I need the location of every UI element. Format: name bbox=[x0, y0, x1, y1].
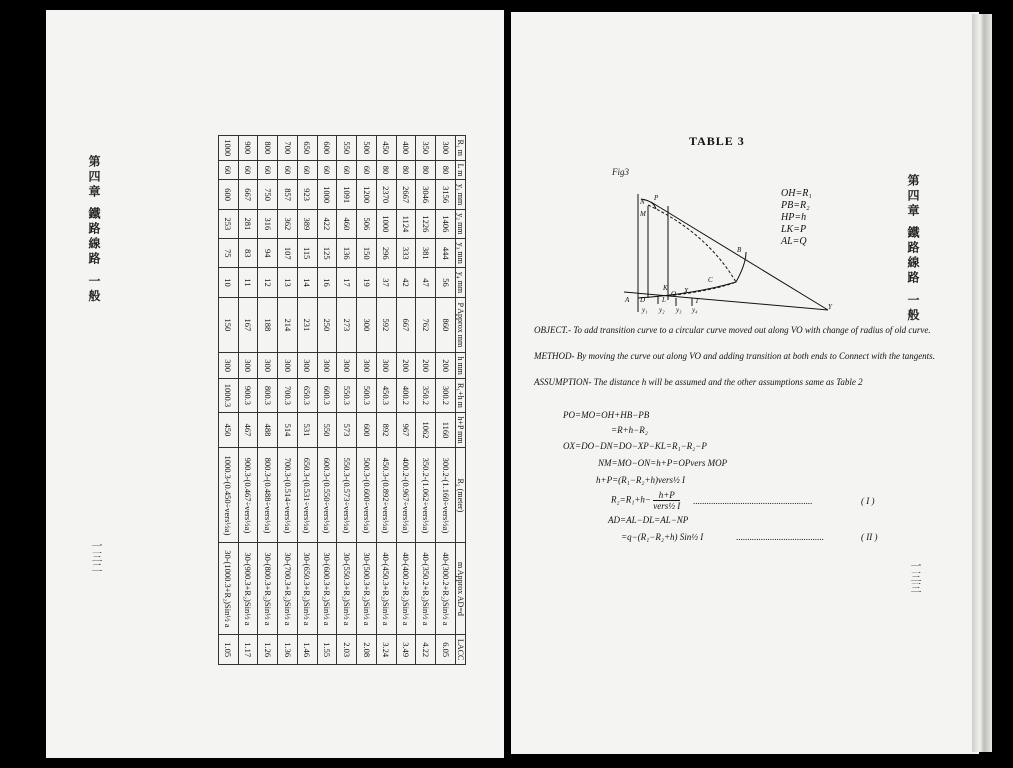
table-cell: 40-(450.3+R₂)Sin½ a bbox=[377, 543, 397, 635]
radius-table bbox=[218, 135, 466, 665]
table-cell: 3156 bbox=[436, 180, 456, 209]
legend-item: HP=h bbox=[781, 212, 807, 223]
table-cell: 467 bbox=[238, 412, 258, 448]
table-cell: 40-(400.2+R₂)Sin½ a bbox=[396, 543, 416, 635]
right-page-number: 一三三 bbox=[909, 560, 922, 593]
table-cell: 13 bbox=[278, 268, 298, 297]
table-cell: 1000 bbox=[317, 180, 337, 209]
table-cell: 94 bbox=[258, 239, 278, 268]
table-cell: 37 bbox=[377, 268, 397, 297]
table-cell: 16 bbox=[317, 268, 337, 297]
table-row bbox=[298, 136, 318, 665]
table-cell: 450.3-(0.892÷vers½a) bbox=[377, 448, 397, 543]
table-cell: 30-(900.3+R₂)Sin½ a bbox=[238, 543, 258, 635]
label-y3: y₃ bbox=[676, 306, 682, 314]
column-header: R₂ (meter) bbox=[456, 448, 466, 543]
table-cell: 1.05 bbox=[219, 635, 239, 665]
table-cell: 333 bbox=[396, 239, 416, 268]
table-row bbox=[357, 136, 377, 665]
table-cell: 500.3-(0.600÷vers½a) bbox=[357, 448, 377, 543]
table-cell: 60 bbox=[337, 160, 357, 180]
column-header: y₂ mm bbox=[456, 209, 466, 238]
table-cell: 253 bbox=[219, 209, 239, 238]
right-side-heading: 第四章 鐵路線路 一般 bbox=[906, 174, 920, 324]
table-cell: 650.3 bbox=[298, 379, 318, 412]
table-cell: 900.3 bbox=[238, 379, 258, 412]
table-cell: 667 bbox=[238, 180, 258, 209]
table-cell: 300 bbox=[436, 136, 456, 161]
table-cell: 2370 bbox=[377, 180, 397, 209]
table-cell: 2667 bbox=[396, 180, 416, 209]
table-cell: 1406 bbox=[436, 209, 456, 238]
column-header: h+P mm bbox=[456, 412, 466, 448]
table-cell: 300 bbox=[377, 353, 397, 379]
table-cell: 60 bbox=[317, 160, 337, 180]
left-page-number: 一三二 bbox=[90, 540, 103, 573]
tangent-line bbox=[624, 292, 828, 310]
table-cell: 4.22 bbox=[416, 635, 436, 665]
table-cell: 80 bbox=[396, 160, 416, 180]
label-a: A bbox=[625, 296, 630, 304]
right-page bbox=[511, 12, 979, 754]
figure-label: Fig3 bbox=[612, 167, 629, 177]
label-x: X bbox=[684, 287, 689, 295]
table-cell: 136 bbox=[337, 239, 357, 268]
table-cell: 60 bbox=[357, 160, 377, 180]
table-cell: 400.2 bbox=[396, 379, 416, 412]
equation-1: PO=MO=OH+HB−PB bbox=[563, 410, 650, 420]
table-cell: 300 bbox=[238, 353, 258, 379]
table-cell: 600 bbox=[357, 412, 377, 448]
equation-7: AD=AL−DL=AL−NP bbox=[608, 515, 689, 525]
table-row bbox=[337, 136, 357, 665]
table-cell: 47 bbox=[416, 268, 436, 297]
table-cell: 892 bbox=[377, 412, 397, 448]
equation-5: h+P=(R₁−R₂+h)vers½ I bbox=[596, 475, 686, 485]
table-cell: 296 bbox=[377, 239, 397, 268]
table-cell: 600 bbox=[317, 136, 337, 161]
table-cell: 592 bbox=[377, 297, 397, 352]
new-curve bbox=[638, 252, 746, 298]
table-cell: 300 bbox=[337, 353, 357, 379]
table-row bbox=[219, 136, 239, 665]
table-cell: 300 bbox=[219, 353, 239, 379]
table-body bbox=[219, 136, 456, 665]
equation-6-numerator: h+P bbox=[653, 490, 680, 501]
table-row bbox=[377, 136, 397, 665]
table-cell: 40-(300.2+R₂)Sin½ a bbox=[436, 543, 456, 635]
table-cell: 900.3-(0.467÷vers½a) bbox=[238, 448, 258, 543]
table-cell: 30-(650.3+R₂)Sin½ a bbox=[298, 543, 318, 635]
column-header: R₁ m bbox=[456, 136, 466, 161]
table-cell: 200 bbox=[396, 353, 416, 379]
table-row bbox=[258, 136, 278, 665]
radius-table-wrapper bbox=[218, 135, 466, 665]
table-cell: 60 bbox=[298, 160, 318, 180]
table-cell: 40-(350.2+R₂)Sin½ a bbox=[416, 543, 436, 635]
label-y: Y bbox=[828, 303, 832, 311]
label-y2: y₂ bbox=[659, 306, 665, 314]
table-cell: 60 bbox=[219, 160, 239, 180]
table-header-row bbox=[456, 136, 466, 665]
table-cell: 11 bbox=[238, 268, 258, 297]
table-cell: 2.03 bbox=[337, 635, 357, 665]
table-cell: 1000.3 bbox=[219, 379, 239, 412]
table-cell: 350.2 bbox=[416, 379, 436, 412]
table-title: TABLE 3 bbox=[689, 134, 745, 148]
table-cell: 6.05 bbox=[436, 635, 456, 665]
table-cell: 444 bbox=[436, 239, 456, 268]
table-cell: 800.3-(0.488÷vers½a) bbox=[258, 448, 278, 543]
table-cell: 300 bbox=[357, 297, 377, 352]
column-header: h mm bbox=[456, 353, 466, 379]
label-b: B bbox=[737, 246, 742, 254]
table-cell: 200 bbox=[436, 353, 456, 379]
table-cell: 514 bbox=[278, 412, 298, 448]
table-cell: 60 bbox=[238, 160, 258, 180]
table-cell: 14 bbox=[298, 268, 318, 297]
table-cell: 350 bbox=[416, 136, 436, 161]
table-row bbox=[317, 136, 337, 665]
label-m: M bbox=[640, 210, 646, 218]
legend-item: AL=Q bbox=[781, 236, 807, 247]
table-cell: 1000 bbox=[377, 209, 397, 238]
table-cell: 3.24 bbox=[377, 635, 397, 665]
table-cell: 381 bbox=[416, 239, 436, 268]
table-cell: 316 bbox=[258, 209, 278, 238]
table-cell: 300 bbox=[357, 353, 377, 379]
label-d: D bbox=[640, 296, 646, 304]
table-cell: 3046 bbox=[416, 180, 436, 209]
label-y4: y₄ bbox=[692, 306, 698, 314]
equation-8-tag: ( II ) bbox=[861, 532, 878, 542]
table-cell: 30-(700.3+R₂)Sin½ a bbox=[278, 543, 298, 635]
table-cell: 1.17 bbox=[238, 635, 258, 665]
equation-6-leader: ..................................................... bbox=[693, 496, 813, 506]
table-cell: 500 bbox=[357, 136, 377, 161]
table-cell: 800.3 bbox=[258, 379, 278, 412]
column-header: L m bbox=[456, 160, 466, 180]
table-cell: 350.2-(1.062÷vers½a) bbox=[416, 448, 436, 543]
table-cell: 2.08 bbox=[357, 635, 377, 665]
table-cell: 1226 bbox=[416, 209, 436, 238]
equation-6-denominator: vers½ I bbox=[653, 501, 681, 511]
table-cell: 506 bbox=[357, 209, 377, 238]
table-cell: 1.55 bbox=[317, 635, 337, 665]
table-cell: 573 bbox=[337, 412, 357, 448]
table-cell: 600.3 bbox=[317, 379, 337, 412]
table-cell: 281 bbox=[238, 209, 258, 238]
table-cell: 550.3 bbox=[337, 379, 357, 412]
table-cell: 460 bbox=[337, 209, 357, 238]
assumption-paragraph: ASSUMPTION- The distance h will be assumed and the other assumptions same as Table 2 bbox=[534, 377, 863, 387]
table-row bbox=[416, 136, 436, 665]
table-cell: 450 bbox=[219, 412, 239, 448]
table-cell: 56 bbox=[436, 268, 456, 297]
transition-curve-diagram bbox=[596, 172, 931, 322]
table-cell: 1091 bbox=[337, 180, 357, 209]
diagram-legend bbox=[781, 188, 812, 248]
book-edge bbox=[972, 14, 992, 752]
table-cell: 30-(600.3+R₂)Sin½ a bbox=[317, 543, 337, 635]
label-n: N bbox=[640, 198, 645, 206]
table-cell: 250 bbox=[317, 297, 337, 352]
table-cell: 762 bbox=[416, 297, 436, 352]
table-cell: 300 bbox=[298, 353, 318, 379]
table-cell: 700.3-(0.514÷vers½a) bbox=[278, 448, 298, 543]
column-header: y₄ mm bbox=[456, 268, 466, 297]
label-y1: y₁ bbox=[642, 306, 648, 314]
old-curve bbox=[648, 205, 736, 296]
equation-2: =R+h−R₂ bbox=[611, 425, 648, 435]
label-o: O bbox=[671, 290, 677, 298]
table-cell: 300.2 bbox=[436, 379, 456, 412]
table-cell: 400 bbox=[396, 136, 416, 161]
table-cell: 231 bbox=[298, 297, 318, 352]
table-row bbox=[436, 136, 456, 665]
table-cell: 42 bbox=[396, 268, 416, 297]
label-k: K bbox=[663, 284, 668, 292]
table-cell: 3.49 bbox=[396, 635, 416, 665]
table-cell: 650.3-(0.531÷vers½a) bbox=[298, 448, 318, 543]
table-cell: 967 bbox=[396, 412, 416, 448]
equation-3: OX=DO−DN=DO−XP−KL=R₁−R₂−P bbox=[563, 441, 707, 451]
legend-item: PB=R₂ bbox=[781, 200, 810, 211]
table-cell: 17 bbox=[337, 268, 357, 297]
table-cell: 80 bbox=[377, 160, 397, 180]
table-row bbox=[278, 136, 298, 665]
table-cell: 450.3 bbox=[377, 379, 397, 412]
left-side-heading: 第四章 鐵路線路 一般 bbox=[87, 155, 101, 305]
equation-4: NM=MO−ON=h+P=OPvers MOP bbox=[598, 458, 728, 468]
table-cell: 1.26 bbox=[258, 635, 278, 665]
table-cell: 650 bbox=[298, 136, 318, 161]
table-cell: 1200 bbox=[357, 180, 377, 209]
table-row bbox=[396, 136, 416, 665]
table-cell: 214 bbox=[278, 297, 298, 352]
table-cell: 600 bbox=[219, 180, 239, 209]
table-cell: 531 bbox=[298, 412, 318, 448]
table-cell: 30-(500.3+R₂)Sin½ a bbox=[357, 543, 377, 635]
table-cell: 389 bbox=[298, 209, 318, 238]
table-cell: 923 bbox=[298, 180, 318, 209]
table-row bbox=[238, 136, 258, 665]
legend-item: LK=P bbox=[781, 224, 807, 235]
table-cell: 60 bbox=[278, 160, 298, 180]
table-cell: 500.3 bbox=[357, 379, 377, 412]
table-cell: 60 bbox=[258, 160, 278, 180]
table-cell: 150 bbox=[219, 297, 239, 352]
table-cell: 300 bbox=[258, 353, 278, 379]
table-cell: 150 bbox=[357, 239, 377, 268]
table-cell: 167 bbox=[238, 297, 258, 352]
table-cell: 300 bbox=[278, 353, 298, 379]
table-cell: 75 bbox=[219, 239, 239, 268]
table-cell: 1000 bbox=[219, 136, 239, 161]
table-cell: 857 bbox=[278, 180, 298, 209]
label-p: P bbox=[654, 194, 659, 202]
table-cell: 300 bbox=[317, 353, 337, 379]
equation-8-leader: ....................................... bbox=[736, 532, 824, 542]
label-t: T bbox=[695, 297, 699, 305]
label-l: L bbox=[662, 296, 666, 304]
table-cell: 550 bbox=[317, 412, 337, 448]
table-cell: 600.3-(0.550÷vers½a) bbox=[317, 448, 337, 543]
equation-6-tag: ( I ) bbox=[861, 496, 875, 506]
table-cell: 1124 bbox=[396, 209, 416, 238]
table-cell: 400.2-(0.967÷vers½a) bbox=[396, 448, 416, 543]
column-header: R₁+h m bbox=[456, 379, 466, 412]
table-cell: 107 bbox=[278, 239, 298, 268]
table-cell: 700.3 bbox=[278, 379, 298, 412]
table-cell: 80 bbox=[436, 160, 456, 180]
table-cell: 273 bbox=[337, 297, 357, 352]
table-cell: 550 bbox=[337, 136, 357, 161]
table-cell: 300.2-(1.160÷vers½a) bbox=[436, 448, 456, 543]
table-cell: 30-(550.3+R₂)Sin½ a bbox=[337, 543, 357, 635]
column-header: P Approx mm bbox=[456, 297, 466, 352]
column-header: LACC bbox=[456, 635, 466, 665]
table-cell: 450 bbox=[377, 136, 397, 161]
legend-item: OH=R₁ bbox=[781, 188, 812, 199]
table-cell: 115 bbox=[298, 239, 318, 268]
table-cell: 12 bbox=[258, 268, 278, 297]
table-cell: 860 bbox=[436, 297, 456, 352]
table-cell: 700 bbox=[278, 136, 298, 161]
table-cell: 125 bbox=[317, 239, 337, 268]
object-paragraph: OBJECT.- To add transition curve to a circular curve moved out along VO with change of radius of old curve. bbox=[534, 325, 931, 335]
table-cell: 30-(1000.3+R₂)Sin½ a bbox=[219, 543, 239, 635]
table-cell: 488 bbox=[258, 412, 278, 448]
table-cell: 80 bbox=[416, 160, 436, 180]
table-cell: 83 bbox=[238, 239, 258, 268]
table-cell: 19 bbox=[357, 268, 377, 297]
left-page bbox=[46, 10, 504, 758]
table-cell: 1160 bbox=[436, 412, 456, 448]
table-cell: 188 bbox=[258, 297, 278, 352]
table-cell: 900 bbox=[238, 136, 258, 161]
table-cell: 1.46 bbox=[298, 635, 318, 665]
label-c: C bbox=[708, 276, 713, 284]
equation-6 bbox=[611, 490, 680, 511]
column-header: y₁ mm bbox=[456, 180, 466, 209]
table-cell: 1.36 bbox=[278, 635, 298, 665]
table-cell: 362 bbox=[278, 209, 298, 238]
method-paragraph: METHOD- By moving the curve out along VO and adding transition at both ends to Connect with the tangents. bbox=[534, 351, 935, 361]
equation-6-lhs: R₂=R₁+h− bbox=[611, 494, 651, 505]
table-cell: 200 bbox=[416, 353, 436, 379]
table-cell: 1000.3-(0.450÷vers½a) bbox=[219, 448, 239, 543]
table-cell: 550.3-(0.573÷vers½a) bbox=[337, 448, 357, 543]
equation-8: =q−(R₁−R₂+h) Sin½ I bbox=[621, 532, 704, 542]
column-header: y₃ mm bbox=[456, 239, 466, 268]
table-cell: 667 bbox=[396, 297, 416, 352]
table-cell: 1062 bbox=[416, 412, 436, 448]
column-header: m Approx AD=d bbox=[456, 543, 466, 635]
table-cell: 10 bbox=[219, 268, 239, 297]
table-cell: 800 bbox=[258, 136, 278, 161]
table-cell: 30-(800.3+R₂)Sin½ a bbox=[258, 543, 278, 635]
table-cell: 422 bbox=[317, 209, 337, 238]
table-cell: 750 bbox=[258, 180, 278, 209]
